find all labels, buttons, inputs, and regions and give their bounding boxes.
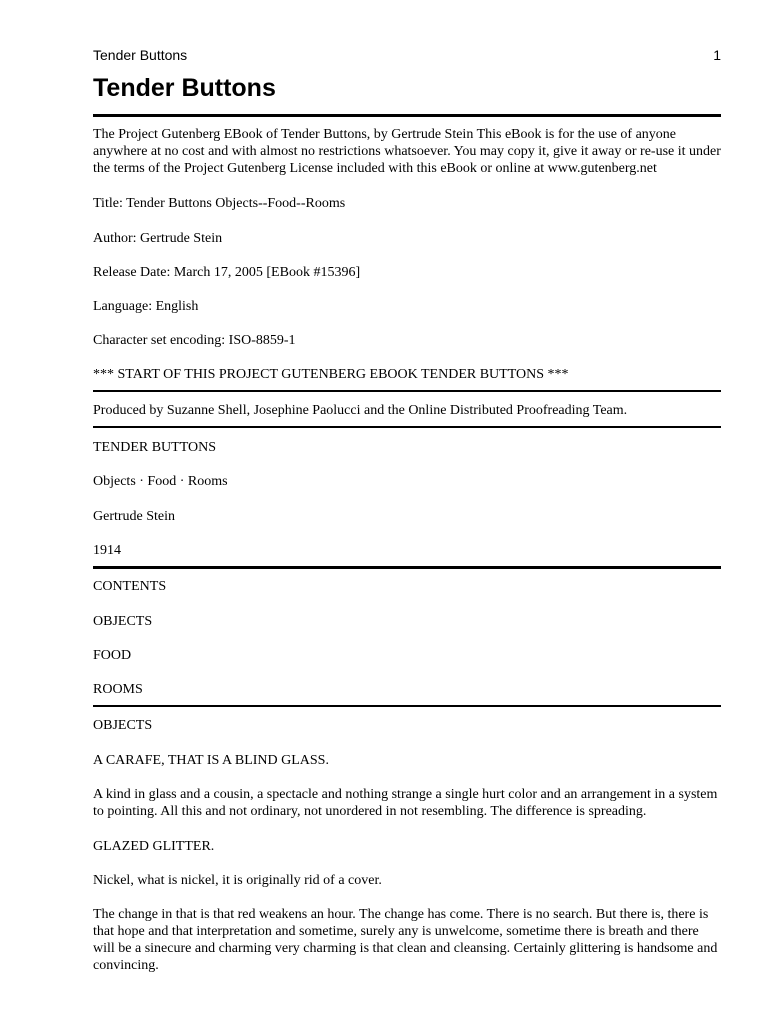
divider [93, 426, 721, 428]
page-title: Tender Buttons [93, 74, 276, 102]
title-rule [93, 114, 721, 117]
running-header [93, 47, 721, 63]
contents-item: OBJECTS [93, 614, 153, 629]
book-year: 1914 [93, 543, 121, 558]
divider [93, 390, 721, 392]
meta-encoding: Character set encoding: ISO-8859-1 [93, 333, 296, 348]
contents-heading: CONTENTS [93, 579, 167, 594]
book-subtitle: Objects · Food · Rooms [93, 474, 228, 489]
intro-paragraph: The Project Gutenberg EBook of Tender Buttons, by Gertrude Stein This eBook is for the use of anyone anywhere at no cost and with almost no restrictions whatsoever. You may copy it, give it away or re-use it under the terms of the Project Gutenberg License included with this eBook or online at www.gutenberg.net [93, 127, 721, 176]
page-number: 1 [713, 47, 721, 63]
divider [93, 705, 721, 707]
poem-text: The change in that is that red weakens an hour. The change has come. There is no search. But there is, there is that hope and that interpretation and sometime, surely any is unwelcome, sometime there is breath and there will be a sinecure and charming very charming is that clean and cleansing. Certainly glittering is handsome and convincing. [93, 907, 718, 973]
poem-title: GLAZED GLITTER. [93, 839, 215, 854]
start-marker: *** START OF THIS PROJECT GUTENBERG EBOOK TENDER BUTTONS *** [93, 367, 569, 382]
contents-item: ROOMS [93, 682, 143, 697]
meta-release-date: Release Date: March 17, 2005 [EBook #15396] [93, 265, 361, 280]
poem-text: A kind in glass and a cousin, a spectacle and nothing strange a single hurt color and an arrangement in a system to pointing. All this and not ordinary, not unordered in not resembling. The difference is spreading. [93, 787, 718, 819]
credits: Produced by Suzanne Shell, Josephine Paolucci and the Online Distributed Proofreading Team. [93, 403, 628, 418]
running-title: Tender Buttons [93, 47, 188, 63]
poem-text: Nickel, what is nickel, it is originally rid of a cover. [93, 873, 382, 888]
contents-item: FOOD [93, 648, 132, 663]
section-heading: OBJECTS [93, 718, 153, 733]
book-author: Gertrude Stein [93, 509, 176, 524]
poem-title: A CARAFE, THAT IS A BLIND GLASS. [93, 753, 329, 768]
meta-language: Language: English [93, 299, 199, 314]
meta-title: Title: Tender Buttons Objects--Food--Rooms [93, 196, 346, 211]
meta-author: Author: Gertrude Stein [93, 231, 223, 246]
divider [93, 566, 721, 569]
book-title: TENDER BUTTONS [93, 440, 217, 455]
